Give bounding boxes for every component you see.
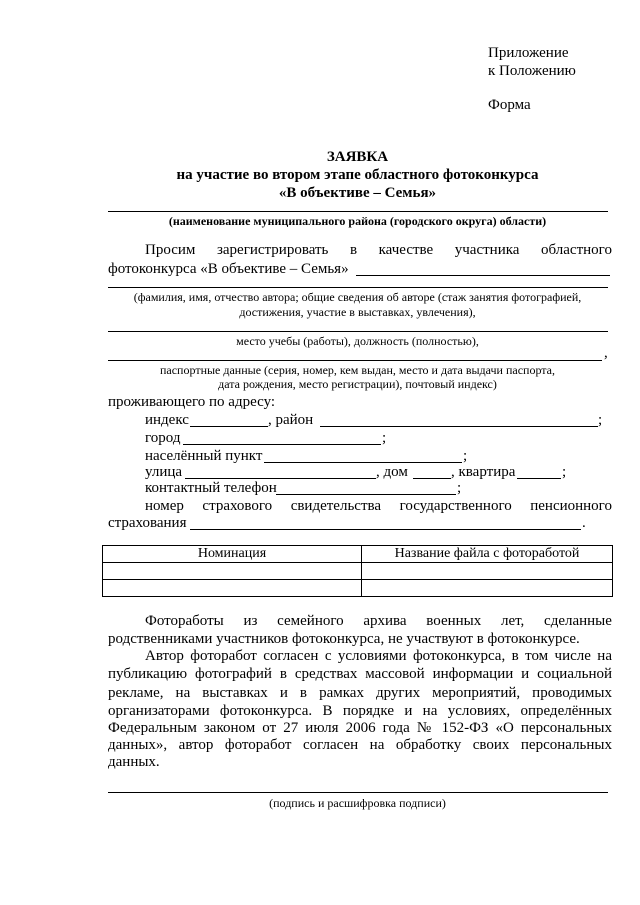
insurance-word: пенсионного	[530, 498, 612, 514]
apartment-field[interactable]	[517, 478, 561, 479]
note-word: сделанные	[544, 613, 612, 629]
table-header-nomination: Номинация	[103, 546, 362, 563]
house-label: , дом	[376, 464, 408, 480]
author-caption-2: достижения, участие в выставках, увлечения),	[239, 305, 476, 319]
semicolon: ;	[598, 412, 603, 428]
semicolon: ;	[382, 430, 387, 446]
settlement-field[interactable]	[264, 462, 462, 463]
note-2-line-5: Федеральным законом от 27 июля 2006 года № 152-ФЗ «О персональных	[108, 720, 612, 736]
district-caption: (наименование муниципального района (городского округа) области)	[168, 214, 547, 228]
to-regulation-label: к Положению	[488, 63, 576, 79]
request-word: областного	[541, 242, 612, 258]
note-word: архива	[363, 613, 407, 629]
table-row	[103, 580, 613, 597]
document-subtitle-2: «В объективе – Семья»	[278, 185, 437, 201]
period: .	[582, 515, 586, 531]
note-word: Фотоработы	[145, 613, 224, 629]
insurance-word: государственного	[399, 498, 512, 514]
note-2-line-1: Автор фоторабот согласен с условиями фотоконкурса, в том числе на	[145, 648, 612, 664]
semicolon: ;	[562, 464, 567, 480]
signature-caption: (подпись и расшифровка подписи)	[269, 796, 446, 810]
street-label: улица	[145, 464, 183, 480]
note-2-line-6: данных», автор фоторабот согласен на обработку своих персональных	[108, 737, 612, 753]
note-1-line-1	[145, 613, 612, 630]
author-name-field[interactable]	[356, 275, 610, 276]
author-info-line[interactable]	[108, 287, 608, 288]
note-2-line-3: рекламе, на выставках и в рамках других мероприятий, проводимых	[108, 685, 612, 701]
passport-comma: ,	[604, 345, 608, 361]
table-row	[103, 563, 613, 580]
study-work-line[interactable]	[108, 331, 608, 332]
note-2-line-7: данных.	[108, 754, 160, 770]
city-label: город	[145, 430, 181, 446]
filename-cell[interactable]	[362, 580, 613, 597]
insurance-line-2: страхования	[108, 515, 187, 531]
index-label: индекс	[145, 412, 189, 428]
city-field[interactable]	[183, 444, 381, 445]
district-field[interactable]	[320, 426, 598, 427]
semicolon: ;	[463, 448, 468, 464]
note-2-line-4: организаторами фотоконкурса. В порядке и на условиях, определённых	[108, 703, 612, 719]
settlement-label: населённый пункт	[145, 448, 263, 464]
nomination-cell[interactable]	[103, 563, 362, 580]
document-title: ЗАЯВКА	[326, 149, 389, 165]
district-label: , район	[268, 412, 314, 428]
note-word: лет,	[500, 613, 525, 629]
filename-cell[interactable]	[362, 563, 613, 580]
insurance-word: страхового	[202, 498, 273, 514]
district-name-line[interactable]	[108, 211, 608, 212]
document-subtitle-1: на участие во втором этапе областного фотоконкурса	[176, 167, 539, 183]
phone-field[interactable]	[276, 494, 456, 495]
phone-label: контактный телефон	[145, 480, 277, 496]
note-2-line-2: публикацию фотографий в средствах массовой информации и социальной	[108, 666, 612, 682]
insurance-number-field[interactable]	[190, 529, 581, 530]
request-word: зарегистрировать	[216, 242, 329, 258]
request-line-2: фотоконкурса «В объективе – Семья»	[108, 261, 349, 277]
apartment-label: , квартира	[451, 464, 516, 480]
residing-label: проживающего по адресу:	[108, 394, 276, 410]
request-word: Просим	[145, 242, 196, 258]
table-header-filename: Название файла с фотоработой	[362, 546, 613, 563]
request-line-1	[145, 242, 612, 259]
request-word: участника	[454, 242, 520, 258]
table-header-row	[103, 546, 613, 563]
nomination-table	[102, 545, 613, 597]
note-word: из	[243, 613, 258, 629]
appendix-label: Приложение	[488, 45, 569, 61]
request-word: в	[349, 242, 358, 258]
signature-line[interactable]	[108, 792, 608, 793]
nomination-cell[interactable]	[103, 580, 362, 597]
semicolon: ;	[457, 480, 462, 496]
insurance-word: номер	[145, 498, 184, 514]
request-word: качестве	[378, 242, 434, 258]
index-field[interactable]	[190, 426, 268, 427]
house-field[interactable]	[413, 478, 451, 479]
note-1-line-2: родственниками участников фотоконкурса, не участвуют в фотоконкурсе.	[108, 631, 580, 647]
note-word: военных	[426, 613, 482, 629]
note-word: семейного	[277, 613, 344, 629]
form-label: Форма	[488, 97, 531, 113]
passport-line[interactable]	[108, 360, 602, 361]
street-field[interactable]	[185, 478, 376, 479]
passport-caption-1: паспортные данные (серия, номер, кем выдан, место и дата выдачи паспорта,	[159, 363, 556, 377]
author-caption-1: (фамилия, имя, отчество автора; общие сведения об авторе (стаж занятия фотографией,	[133, 290, 582, 304]
insurance-word: свидетельства	[290, 498, 382, 514]
passport-caption-2: дата рождения, место регистрации), почтовый индекс)	[218, 377, 497, 391]
insurance-line-1	[145, 498, 612, 515]
study-caption: место учебы (работы), должность (полностью),	[236, 334, 479, 348]
